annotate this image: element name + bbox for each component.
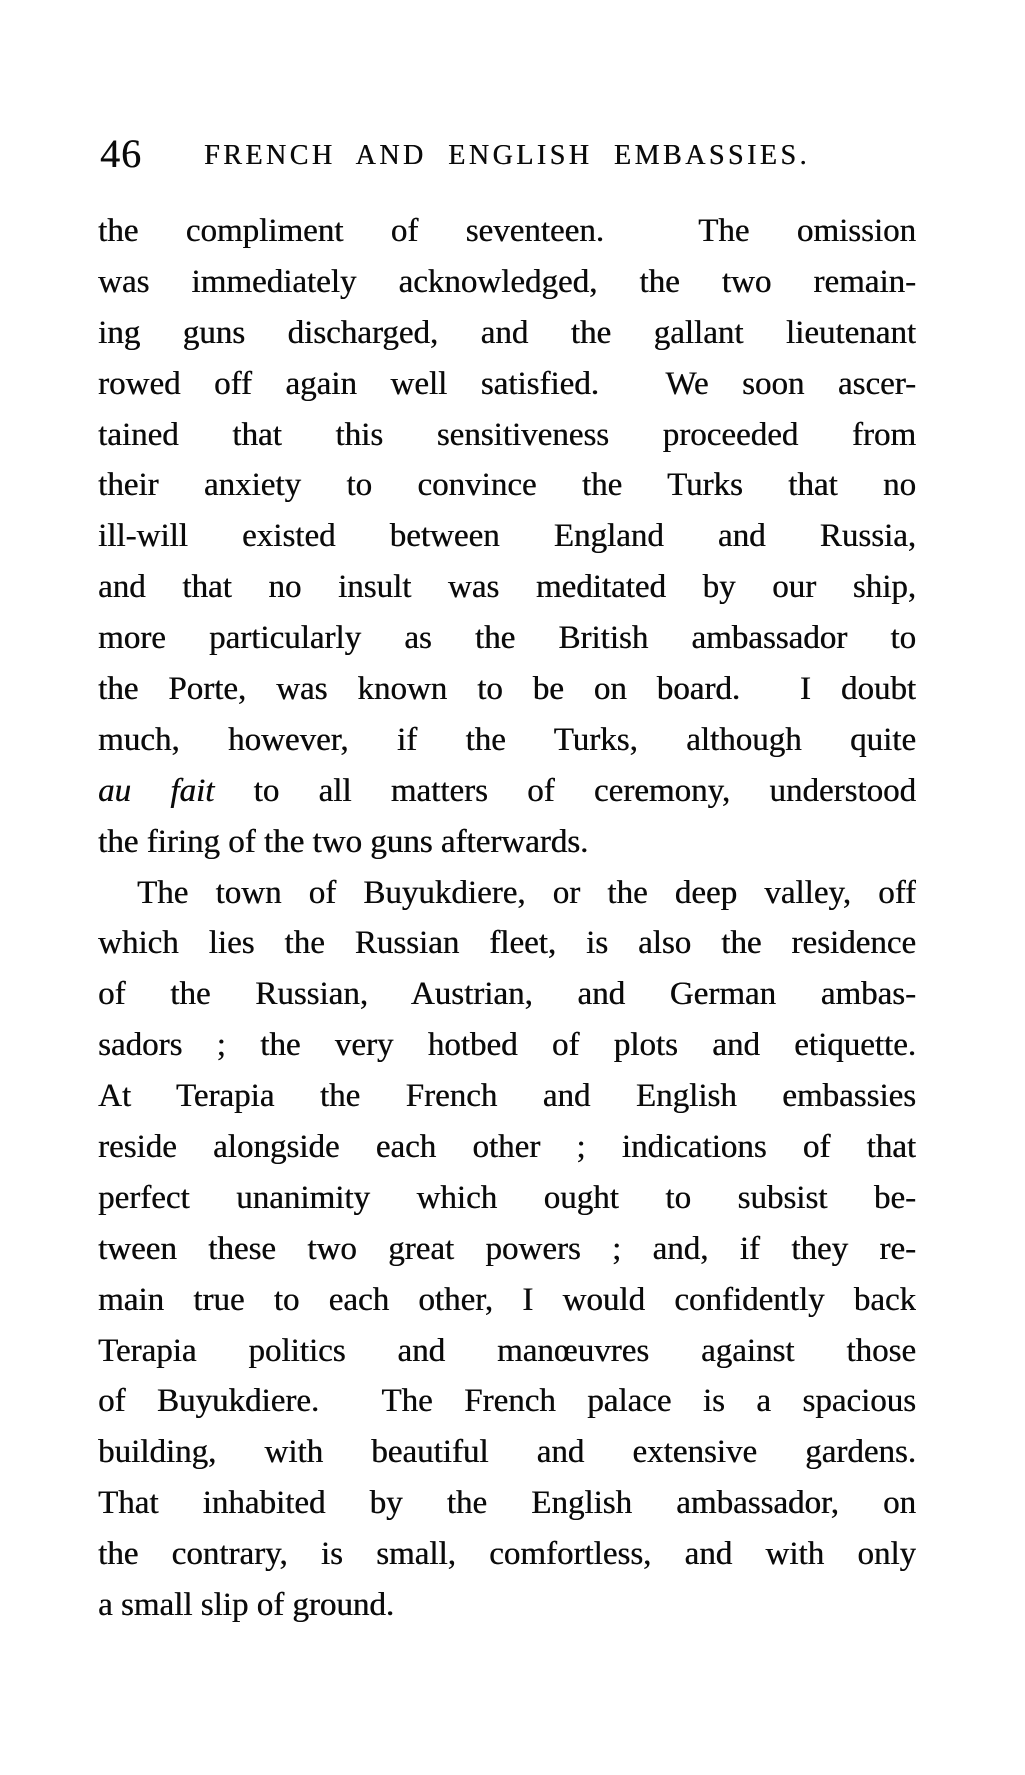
text-line: That inhabited by the English ambassador, on: [98, 1485, 916, 1522]
text-line: Terapia politics and manœuvres against those: [98, 1332, 916, 1369]
text-line: the Porte, was known to be on board. I doubt: [98, 671, 916, 708]
text-line: was immediately acknowledged, the two remain-: [98, 263, 916, 300]
text-line: ing guns discharged, and the gallant lieutenant: [98, 314, 916, 351]
text-line: the contrary, is small, comfortless, and with only: [98, 1536, 916, 1573]
text-line: and that no insult was meditated by our ship,: [98, 569, 916, 606]
text-line: tained that this sensitiveness proceeded from: [98, 416, 916, 453]
italic-text: au fait: [98, 772, 215, 809]
text-line: ill-will existed between England and Russia,: [98, 518, 916, 555]
text-line: the firing of the two guns afterwards.: [98, 823, 589, 860]
text-line: building, with beautiful and extensive gardens.: [98, 1434, 916, 1471]
body-text: [98, 206, 916, 1631]
text-line: reside alongside each other ; indications of that: [98, 1129, 916, 1166]
text-line: The town of Buyukdiere, or the deep valley, off: [137, 874, 916, 911]
text-line: At Terapia the French and English embassies: [98, 1078, 916, 1115]
page-number: 46: [100, 131, 142, 176]
text-line: main true to each other, I would confidently back: [98, 1281, 916, 1318]
text-line: much, however, if the Turks, although quite: [98, 721, 916, 758]
text-line: rowed off again well satisfied. We soon ascer-: [98, 365, 916, 402]
running-header-title: FRENCH AND ENGLISH EMBASSIES.: [204, 140, 810, 171]
text-line: their anxiety to convince the Turks that no: [98, 467, 916, 504]
text-line: tween these two great powers ; and, if they re-: [98, 1230, 916, 1267]
paragraph: [98, 206, 916, 868]
page-header: [98, 131, 916, 178]
text-line: sadors ; the very hotbed of plots and etiquette.: [98, 1027, 916, 1064]
text-line: of Buyukdiere. The French palace is a spacious: [98, 1383, 916, 1420]
text-line: perfect unanimity which ought to subsist be-: [98, 1179, 916, 1216]
text-line: which lies the Russian fleet, is also the residence: [98, 925, 916, 962]
text-line: a small slip of ground.: [98, 1587, 395, 1624]
text-line: [98, 766, 916, 817]
paragraph: [98, 868, 916, 1631]
text-line: of the Russian, Austrian, and German ambas-: [98, 976, 916, 1013]
text-line: more particularly as the British ambassador to: [98, 620, 916, 657]
text-line: the compliment of seventeen. The omission: [98, 213, 916, 249]
plain-text: to all matters of ceremony, understood: [214, 772, 916, 809]
